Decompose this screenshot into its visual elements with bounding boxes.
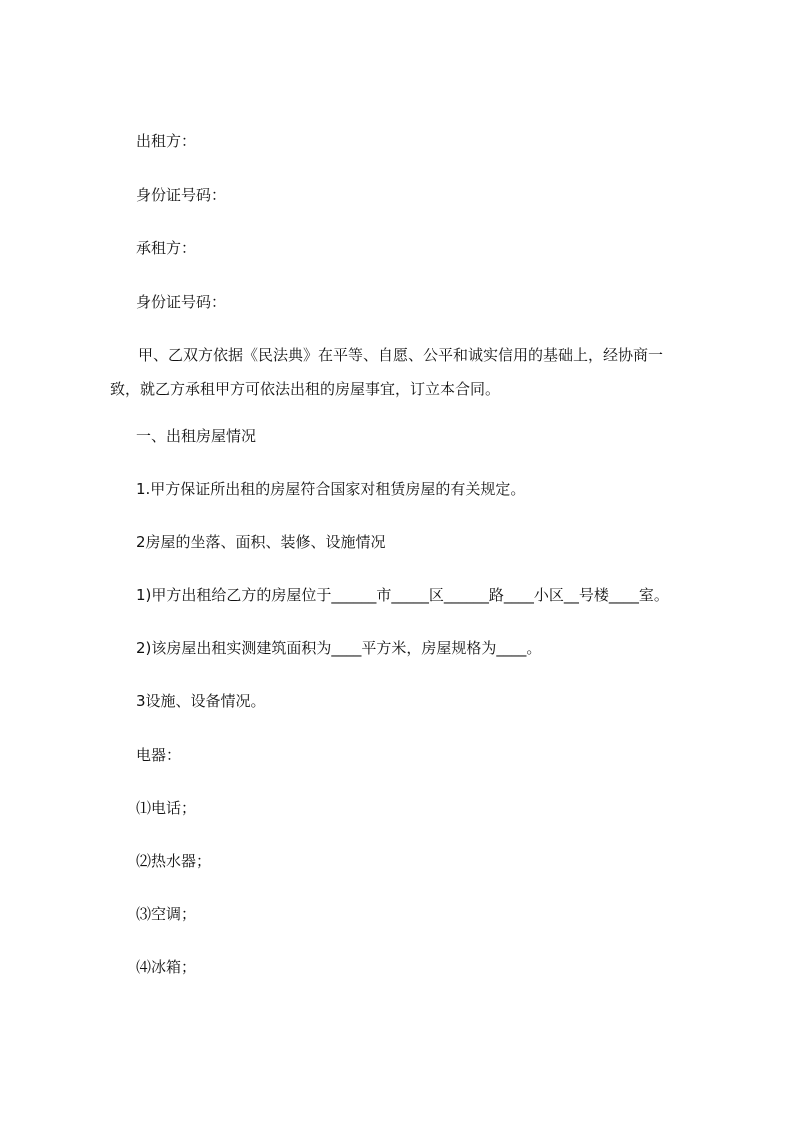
intro-paragraph [110, 345, 702, 399]
lessor-label: 出租方： [136, 132, 197, 150]
appliance-item-1: ⑴电话； [136, 799, 197, 817]
intro-line-1: 甲、乙双方依据《民法典》在平等、自愿、公平和诚实信用的基础上，经协商一 [138, 346, 664, 364]
clause-item-2-1: 1)甲方出租给乙方的房屋位于______市_____区______路____小区__号楼____室。 [136, 586, 669, 604]
clause-item-3: 3设施、设备情况。 [136, 692, 266, 710]
clause-item-1: 1.甲方保证所出租的房屋符合国家对租赁房屋的有关规定。 [136, 480, 526, 498]
appliance-item-2: ⑵热水器； [136, 852, 212, 870]
clause-item-2-2: 2)该房屋出租实测建筑面积为____平方米，房屋规格为____。 [136, 639, 542, 657]
intro-line-2: 致，就乙方承租甲方可依法出租的房屋事宜，订立本合同。 [110, 380, 501, 398]
appliance-item-4: ⑷冰箱； [136, 958, 197, 976]
lessee-label: 承租方： [136, 239, 197, 257]
section-title: 一、出租房屋情况 [136, 427, 257, 445]
lessor-id-label: 身份证号码： [136, 186, 227, 204]
clause-item-2: 2房屋的坐落、面积、装修、设施情况 [136, 533, 386, 551]
appliance-item-3: ⑶空调； [136, 905, 197, 923]
appliances-label: 电器： [136, 746, 182, 764]
lessee-id-label: 身份证号码： [136, 293, 227, 311]
